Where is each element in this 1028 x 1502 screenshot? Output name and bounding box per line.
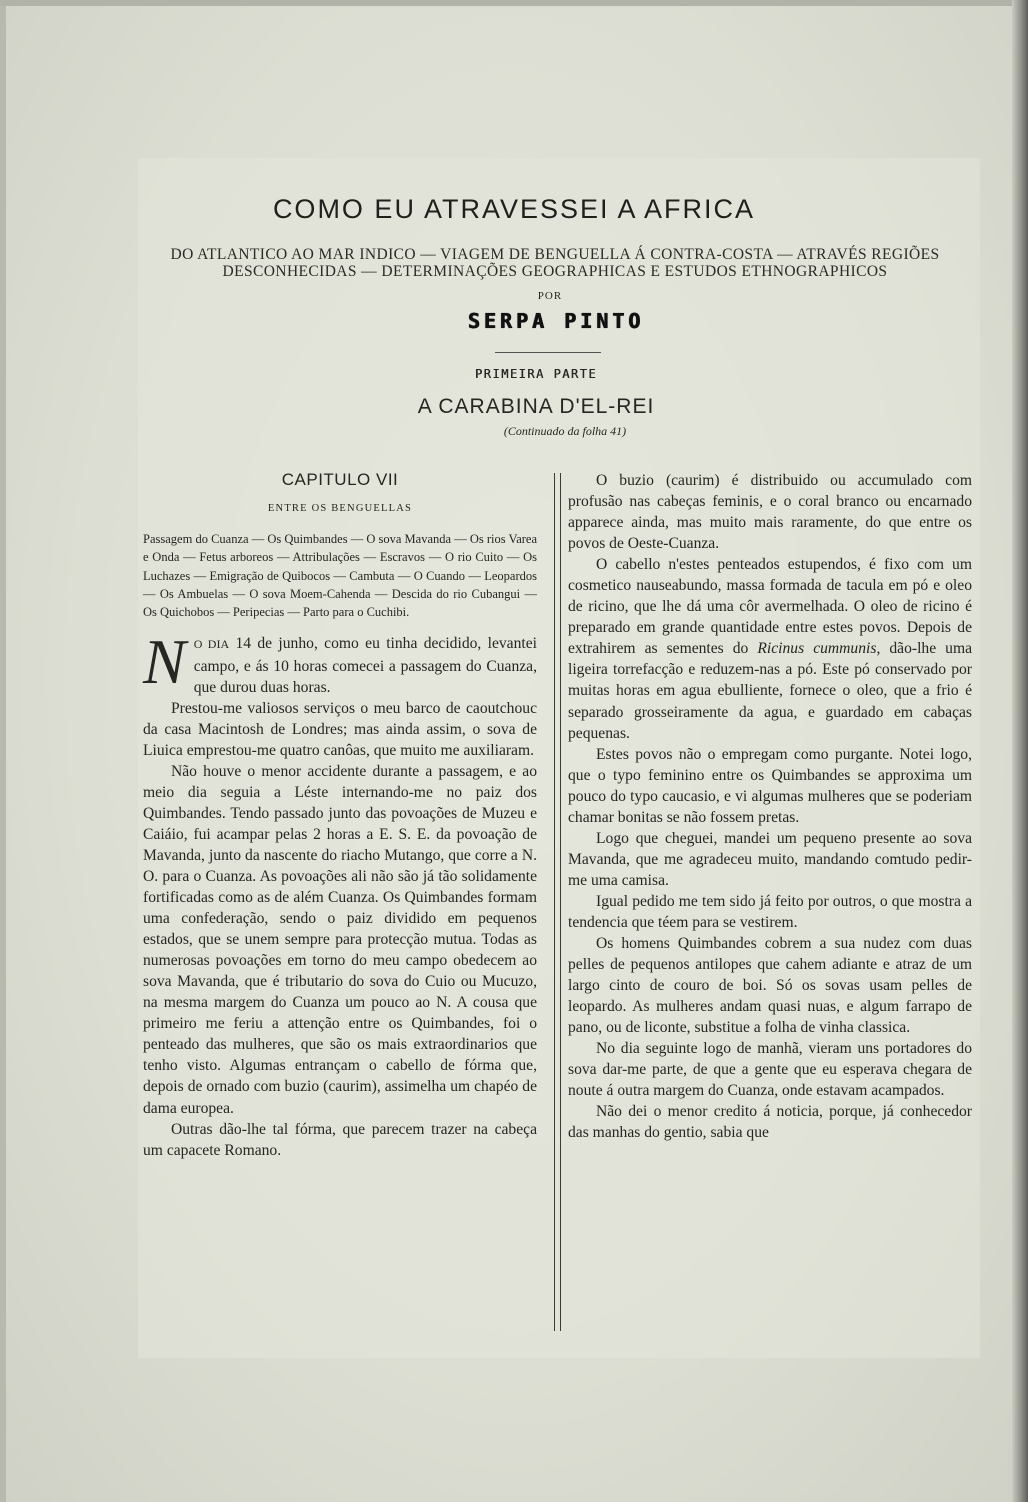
paragraph: Igual pedido me tem sido já feito por outros, o que mostra a tendencia que téem para se vestirem. bbox=[568, 892, 972, 931]
paragraph-text: O cabello n'estes penteados estupendos, é fixo com um cosmetico nauseabundo, massa formada de tacula em pó e oleo de ricino, que lhe dá uma côr avermelhada. O oleo de ricino é preparado em grande quantidade entre estes povos. Depois de extrahirem as sementes do bbox=[568, 556, 972, 658]
paragraph-ricino bbox=[568, 554, 972, 743]
page-edge-top bbox=[0, 0, 1028, 6]
page-edge-left bbox=[0, 0, 6, 1502]
subtitle-line-1: DO ATLANTICO AO MAR INDICO — VIAGEM DE BENGUELLA Á CONTRA-COSTA — ATRAVÉS REGIÕES bbox=[170, 246, 940, 263]
paragraph: Prestou-me valiosos serviços o meu barco de caoutchouc da casa Macintosh de Londres; mas ainda assim, o sova de Liuica emprestou-me quatro canôas, que muito me auxiliaram. bbox=[143, 699, 537, 759]
page-edge-right bbox=[1012, 0, 1028, 1502]
chapter-subtitle: ENTRE OS BENGUELLAS bbox=[267, 503, 413, 514]
paragraph: Não houve o menor accidente durante a passagem, e ao meio dia seguia a Léste internando-me no paiz dos Quimbandes. Tendo passado junto das povoações de Muzeu e Caiáio, fui acampar pelas 2 horas a E. S. E. da povoação de Mavanda, junto da nascente do riacho Mutango, que corre a N. O. para o Cuanza. As povoações ali não são já tão solidamente fortificadas como as de além Cuanza. Os Quimbandes formam uma confederação, sendo o paiz dividido em pequenos estados, que se unem sempre para protecção mutua. Todas as numerosas povoações em torno do meu campo obedecem ao sova Mavanda, que é tributario do sova do Cuio ou Mucuzo, na mesma margem do Cuanza um pouco ao N. A cousa que primeiro me feriu a attenção entre os Quimbandes, foi o penteado das mulheres, que são os mais extraordinarios que tenho visto. Algumas entrançam o cabello de fórma que, depois de ornado com buzio (caurim), assimelha um chapéo de dama europea. bbox=[143, 762, 537, 1117]
drop-cap: N bbox=[143, 626, 186, 698]
paragraph: O buzio (caurim) é distribuido ou accumulado com profusão nas cabeças feminis, e o coral branco ou encarnado apparece ainda, mas muito mais raramente, do que entre os povos de Oeste-Cuanza. bbox=[568, 472, 972, 553]
opening-paragraph bbox=[143, 626, 537, 698]
page-title: COMO EU ATRAVESSEI A AFRICA bbox=[272, 194, 756, 224]
author-name: SERPA PINTO bbox=[467, 309, 645, 333]
opening-text: 14 de junho, como eu tinha decidido, levantei campo, e ás 10 horas comecei a passagem do Cuanza, que durou duas horas. bbox=[193, 635, 537, 696]
title-rule bbox=[495, 352, 601, 353]
right-column bbox=[568, 470, 972, 1144]
book-title: A CARABINA D'EL-REI bbox=[417, 395, 655, 418]
byline-por: POR bbox=[537, 290, 563, 302]
part-heading: PRIMEIRA PARTE bbox=[474, 367, 598, 381]
page-subtitle bbox=[120, 246, 990, 280]
paragraph: Não dei o menor credito á noticia, porque, já conhecedor das manhas do gentio, sabia que bbox=[568, 1103, 972, 1142]
column-divider bbox=[554, 473, 561, 1331]
chapter-title: CAPITULO VII bbox=[281, 470, 399, 489]
subtitle-line-2: DESCONHECIDAS — DETERMINAÇÕES GEOGRAPHICAS E ESTUDOS ETHNOGRAPHICOS bbox=[222, 263, 888, 280]
paragraph-text-tail: , dão-lhe uma ligeira torrefacção e reduzem-nas a pó. Este pó conservado por muitas horas em agua ebulliente, fornece o oleo, que a frio é separado grosseiramente da agua, e guardado em cabaças pequenas. bbox=[568, 640, 972, 742]
paragraph: Logo que cheguei, mandei um pequeno presente ao sova Mavanda, que me agradeceu muito, mandando comtudo pedir-me uma camisa. bbox=[568, 829, 972, 889]
opening-smallcaps: O DIA bbox=[193, 637, 230, 652]
paragraph: No dia seguinte logo de manhã, vieram uns portadores do sova dar-me parte, de que a gente que eu esperava chegara de noute á outra margem do Cuanza, onde estavam acampados. bbox=[568, 1040, 972, 1100]
left-column bbox=[143, 470, 537, 1161]
species-name: Ricinus cummunis bbox=[757, 640, 877, 658]
continued-note: (Continuado da folha 41) bbox=[503, 424, 627, 438]
chapter-summary: Passagem do Cuanza — Os Quimbandes — O sova Mavanda — Os rios Varea e Onda — Fetus arboreos — Attribulações — Escravos — O rio Cuito — Os Luchazes — Emigração de Quibocos — Cambuta — O Cuando — Leopardos — Os Ambuelas — O sova Moem-Cahenda — Descida do rio Cubangui — Os Quichobos — Peripecias — Parto para o Cuchibi. bbox=[143, 532, 537, 620]
paragraph: Estes povos não o empregam como purgante. Notei logo, que o typo feminino entre os Quimbandes se approxima um pouco do typo caucasio, e vi algumas mulheres que se poderiam chamar bonitas se não fossem pretas. bbox=[568, 745, 972, 826]
paragraph: Outras dão-lhe tal fórma, que parecem trazer na cabeça um capacete Romano. bbox=[143, 1120, 537, 1159]
paragraph: Os homens Quimbandes cobrem a sua nudez com duas pelles de pequenos antilopes que cahem adiante e atraz de um largo cinto de couro de boi. Só os sovas usam pelles de leopardo. As mulheres andam quasi nuas, e algum farrapo de pano, ou de liconte, substitue a folha de vinha classica. bbox=[568, 935, 972, 1037]
